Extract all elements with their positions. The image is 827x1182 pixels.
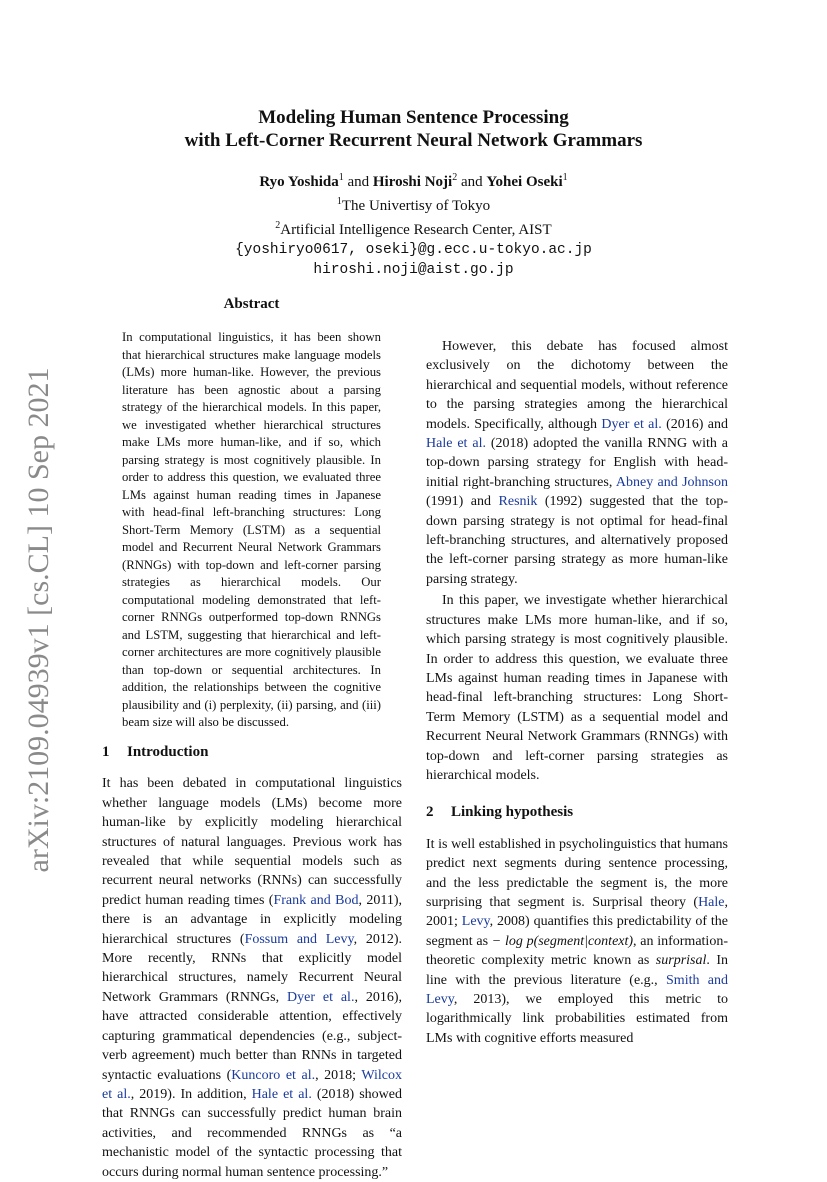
section-heading-linking-hypothesis: 2 Linking hypothesis — [426, 804, 574, 821]
email-2[interactable]: hiroshi.noji@aist.go.jp — [313, 262, 514, 278]
emphasis: surprisal — [655, 953, 707, 969]
citation-link[interactable]: Levy — [461, 914, 490, 930]
section-heading-introduction: 1 Introduction — [102, 744, 209, 760]
left-column — [102, 743, 402, 1182]
citation-link[interactable]: Dyer et al. — [601, 416, 662, 432]
surprisal-formula: − log p(segment|context) — [491, 933, 634, 949]
citation-link[interactable]: Smith and Levy — [426, 972, 729, 1007]
right-column-body — [426, 337, 728, 1048]
arxiv-identifier: arXiv:2109.04939v1 [cs.CL] 10 Sep 2021 — [22, 367, 55, 873]
affiliation-2: $^2$Artificial Intelligence Research Center, AIST — [275, 220, 552, 238]
author-line: Ryo Yoshida$^1$ and Hiroshi Noji$^2$ and Yohei Oseki$^1$ — [259, 172, 568, 190]
citation-link[interactable]: Dyer et al. — [287, 989, 355, 1005]
author-block — [0, 168, 827, 280]
affiliation-1: $^1$The Univertisy of Tokyo — [336, 196, 491, 214]
author-name: Ryo Yoshida — [259, 174, 339, 190]
paragraph: It is well established in psycholinguistics that humans predict next segments during sentence processing, and the less predictable the segment is, the more surprising that segment is. Surprisal theory (Hale, 2001; Levy, 2008) quantifies this predictability of the segment as − log p(segment|context), an information-theoretic complexity metric known as surprisal. In line with the previous literature (e.g., Smith and Levy, 2013), we employed this metric to logarithmically link probabilities estimated from LMs with cognitive efforts measured — [426, 836, 729, 1046]
paper-title — [0, 106, 827, 152]
paragraph: However, this debate has focused almost exclusively on the dichotomy between the hierarchical and sequential models, without reference to the parsing strategies among the hierarchical models. Specifically, although Dyer et al. (2016) and Hale et al. (2018) adopted the vanilla RNNG with a top-down parsing strategy for English with head-initial right-branching structures, Abney and Johnson (1991) and Resnik (1992) suggested that the top-down parsing strategy is not optimal for head-final left-branching structures, and alternatively proposed the left-corner parsing strategy as more human-like parsing strategy. — [426, 339, 729, 587]
citation-link[interactable]: Wilcox et al. — [102, 1067, 403, 1102]
citation-link[interactable]: Abney and Johnson — [615, 474, 729, 490]
citation-link[interactable]: Kuncoro et al. — [231, 1067, 316, 1083]
title-line-1: Modeling Human Sentence Processing — [258, 107, 569, 128]
citation-link[interactable]: Fossum and Levy — [244, 931, 354, 947]
citation-link[interactable]: Hale et al. — [251, 1086, 312, 1102]
title-line-2: with Left-Corner Recurrent Neural Network Grammars — [184, 130, 643, 151]
paragraph: In this paper, we investigate whether hierarchical structures make LMs more human-like, and if so, which parsing strategy is most cognitively plausible. In order to address this question, we evaluate three LMs against human reading times in Japanese with head-final left-branching structures: Long Short-Term Memory (LSTM) as a sequential model and Recurrent Neural Network Grammars (RNNGs) with top-down and left-corner parsing strategies as hierarchical models. — [426, 593, 728, 783]
email-1[interactable]: {yoshiryo0617, oseki}@g.ecc.u-tokyo.ac.jp — [235, 242, 592, 258]
author-name: Hiroshi Noji — [372, 174, 453, 190]
abstract-text: In computational linguistics, it has been shown that hierarchical structures make language models (LMs) more human-like. However, the previous literature has been agnostic about a parsing strategy of the hierarchical models. In this paper, we investigated whether hierarchical structures make LMs more human-like, and if so, which parsing strategy is most cognitively plausible. In order to address this question, we evaluated three LMs against human reading times in Japanese with head-final left-branching structures: Long Short-Term Memory (LSTM) as a sequential model and Recurrent Neural Network Grammars (RNNGs) with top-down and left-corner parsing strategies as hierarchical models. Our computational modeling demonstrated that left-corner RNNGs outperformed top-down RNNGs and LSTM, suggesting that hierarchical and left-corner architectures are more cognitively plausible than top-down or sequential architectures. In addition, the relationships between the cognitive plausibility and (i) perplexity, (ii) parsing, and (iii) beam size will also be discussed. — [122, 330, 381, 729]
citation-link[interactable]: Resnik — [498, 494, 538, 510]
abstract-heading: Abstract — [223, 296, 280, 312]
citation-link[interactable]: Hale — [698, 894, 725, 910]
paragraph: It has been debated in computational linguistics whether language models (LMs) become more human-like by explicitly modeling hierarchical structures of natural languages. Previous work has revealed that while sequential models such as recurrent neural networks (RNNs) can successfully predict human reading times (Frank and Bod, 2011), there is an advantage in explicitly modeling hierarchical structures (Fossum and Levy, 2012). More recently, RNNs that explicitly model hierarchical structures, namely Recurrent Neural Network Grammars (RNNGs, Dyer et al., 2016), have attracted considerable attention, effectively capturing grammatical dependencies (e.g., subject-verb agreement) much better than RNNs in targeted syntactic evaluations (Kuncoro et al., 2018; Wilcox et al., 2019). In addition, Hale et al. (2018) showed that RNNGs can successfully predict human brain activities, and recommended RNNGs as “a mechanistic model of the syntactic processing that occurs during normal human sentence processing.” — [102, 776, 403, 1180]
author-name: Yohei Oseki — [486, 174, 563, 190]
citation-link[interactable]: Frank and Bod — [273, 892, 359, 908]
citation-link[interactable]: Hale et al. — [426, 436, 486, 452]
